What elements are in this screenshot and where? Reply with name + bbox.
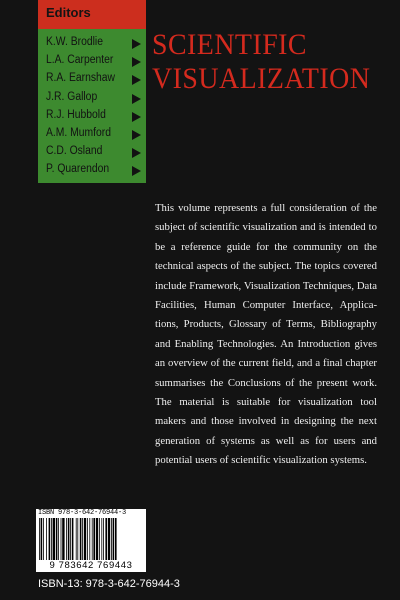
triangle-arrow-icon [132, 148, 141, 158]
editor-row [46, 163, 142, 181]
triangle-arrow-icon [132, 166, 141, 176]
editor-row [46, 109, 142, 127]
triangle-arrow-icon [132, 94, 141, 104]
book-title-line-1: SCIENTIFIC [152, 28, 308, 61]
triangle-arrow-icon [132, 39, 141, 49]
editor-name: C.D. Osland [46, 145, 103, 158]
editors-panel [38, 0, 146, 183]
barcode-panel [36, 509, 146, 572]
editor-list [46, 36, 142, 182]
editors-heading: Editors [46, 5, 91, 20]
editor-row [46, 54, 142, 72]
editor-row [46, 36, 142, 54]
book-description: This volume represents a full consideration of the subject of scientific visualization and is intended to be a reference guide for the community on the technical aspects of the subject. The topics covered include Framework, Visualization Techniques, Data Facilities, Human Computer Interface, Applications, Products, Glossary of Terms, Bibliography and Enabling Technologies. An Introduction gives an overview of the current field, and a final chapter summarises the Conclusions of the present work. The material is suitable for visualization tool makers and those involved in designing the next generation of systems as well as for users and potential users of scientific visualization systems. [155, 202, 377, 467]
book-title-line-2: VISUALIZATION [152, 62, 371, 95]
barcode-digits: 9 783642 769443 [49, 560, 133, 571]
editor-name: K.W. Brodlie [46, 36, 103, 48]
editor-name: J.R. Gallop [46, 90, 98, 103]
triangle-arrow-icon [132, 112, 141, 122]
triangle-arrow-icon [132, 130, 141, 140]
triangle-arrow-icon [132, 75, 141, 85]
editor-name: R.A. Earnshaw [46, 72, 116, 85]
editor-row [46, 72, 142, 90]
editor-name: L.A. Carpenter [46, 54, 114, 67]
barcode-image [39, 518, 143, 560]
editors-header [38, 0, 146, 29]
triangle-arrow-icon [132, 57, 141, 67]
editor-name: A.M. Mumford [46, 126, 111, 139]
editor-row [46, 91, 142, 109]
editor-row [46, 145, 142, 163]
editor-row [46, 127, 142, 145]
editor-name: R.J. Hubbold [46, 108, 106, 121]
isbn-13-label: ISBN-13: 978-3-642-76944-3 [38, 578, 180, 590]
barcode-isbn-label: ISBN 978-3-642-76944-3 [38, 509, 127, 517]
editor-name: P. Quarendon [46, 163, 110, 176]
